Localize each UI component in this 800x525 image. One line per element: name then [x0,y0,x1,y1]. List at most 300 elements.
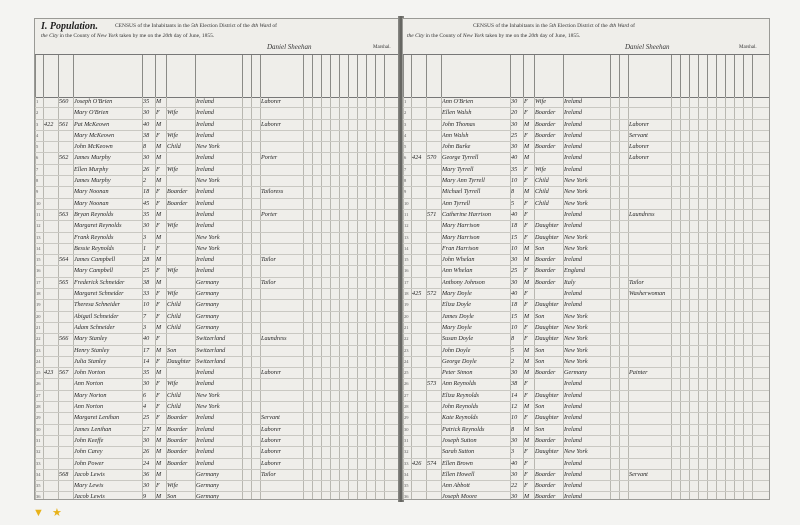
star-icon[interactable]: ★ [52,507,62,519]
cell-rule [330,289,331,299]
cell-rule [43,436,44,446]
cell-rule [752,108,753,118]
table-row [403,470,769,481]
cell-rule [411,210,412,220]
cell-rule [707,368,708,378]
table-row [403,176,769,187]
cell-n: 30 [36,426,41,432]
cell-rule [330,425,331,435]
cell-rule [330,334,331,344]
ward: 4th Ward [251,23,272,29]
cell-rule [698,165,699,175]
cell-name: Ann Reynolds [442,380,477,388]
cell-occ: Servant [629,131,648,139]
cell-rule [312,459,313,469]
cell-rel: Wife [167,482,178,490]
cell-rule [43,210,44,220]
cell-rule [384,221,385,231]
cell-rule [348,176,349,186]
cell-rule [610,289,611,299]
cell-rule [357,391,358,401]
cell-name: Mary Norton [74,391,107,399]
cell-rule [384,425,385,435]
cell-age: 30 [511,143,518,151]
cell-age: 30 [143,154,150,162]
cell-rule [734,470,735,480]
cell-rule [251,481,252,491]
cell-rule [752,131,753,141]
cell-rule [357,142,358,152]
cell-rule [303,289,304,299]
cell-rule [619,323,620,333]
cell-n: 19 [36,302,41,308]
cell-n: 31 [404,437,409,443]
cell-rule [384,131,385,141]
cell-rule [242,447,243,457]
cell-family: 564 [59,256,69,264]
cell-rule [357,425,358,435]
cell-rule [426,323,427,333]
cell-rule [680,334,681,344]
cell-rule [43,481,44,491]
cell-family: 567 [59,369,69,377]
cell-rule [384,357,385,367]
cell-rule [680,97,681,107]
cell-rel: Daughter [167,357,191,365]
cell-rule [43,413,44,423]
cell-rule [743,97,744,107]
cell-sex: M [524,346,530,354]
cell-rule [242,120,243,130]
cell-rule [619,210,620,220]
cell-rule [384,459,385,469]
district-number: 5th [549,23,557,29]
table-row [403,131,769,142]
cell-rule [743,470,744,480]
cell-n: 17 [36,279,41,285]
cell-rule [707,481,708,491]
cell-rule [260,108,261,118]
cell-rule [707,165,708,175]
cell-sex: M [156,256,162,264]
cell-rule [725,221,726,231]
cell-rule [411,357,412,367]
cell-rule [242,289,243,299]
column-header [35,54,401,98]
cell-rule [752,323,753,333]
column-rule [251,55,252,97]
cell-rule [330,391,331,401]
cell-rule [357,481,358,491]
cell-sex: F [156,131,160,139]
cell-rule [348,391,349,401]
cell-n: 15 [404,257,409,263]
cell-rule [698,346,699,356]
cell-rel: Wife [167,109,178,117]
cell-rule [251,221,252,231]
cell-age: 3 [143,323,147,331]
cell-rule [610,481,611,491]
cell-rule [619,255,620,265]
cell-rule [330,323,331,333]
arrow-down-icon[interactable]: ▼ [33,507,44,519]
cell-name: James Campbell [74,256,116,264]
cell-rule [321,413,322,423]
cell-rel: Daughter [535,323,559,331]
cell-rule [348,413,349,423]
cell-age: 45 [143,199,150,207]
cell-rule [58,187,59,197]
cell-age: 26 [143,448,150,456]
cell-n: 26 [404,381,409,387]
cell-rule [43,459,44,469]
cell-age: 35 [143,98,150,105]
cell-name: Mary Doyle [442,323,472,331]
cell-rule [260,244,261,254]
cell-rule [411,120,412,130]
cell-born: Ireland [196,98,214,105]
cell-rule [610,244,611,254]
cell-rule [312,368,313,378]
cell-name: Ellen Howell [442,470,475,478]
cell-rule [725,176,726,186]
cell-rule [707,142,708,152]
cell-rule [166,470,167,480]
table-row [403,97,769,108]
cell-rule [43,323,44,333]
cell-sex: F [156,244,160,252]
cell-rule [698,492,699,500]
cell-rule [610,255,611,265]
cell-rule [242,142,243,152]
cell-rule [619,131,620,141]
cell-rule [671,357,672,367]
cell-rule [321,108,322,118]
cell-rule [426,425,427,435]
day-text: day of June, 1855. [173,33,215,39]
table-row [35,447,401,458]
cell-rule [743,368,744,378]
cell-rule [680,447,681,457]
cell-rule [716,278,717,288]
cell-rule [251,402,252,412]
cell-rule [671,266,672,276]
cell-rel: Boarder [167,199,188,207]
column-rule [403,55,404,97]
cell-family: 563 [59,210,69,218]
cell-age: 25 [143,267,150,275]
cell-rule [725,368,726,378]
cell-name: Mary McKeown [74,131,115,139]
cell-rel: Daughter [535,448,559,456]
cell-rule [725,266,726,276]
cell-sex: M [524,120,530,128]
cell-rule [743,165,744,175]
cell-rule [384,312,385,322]
cell-rule [680,187,681,197]
cell-rule [743,120,744,130]
cell-occ: Tailor [261,256,276,264]
cell-rule [752,233,753,243]
cell-rule [671,153,672,163]
cell-rule [426,108,427,118]
cell-rule [303,300,304,310]
cell-rule [375,278,376,288]
cell-rule [743,187,744,197]
cell-rule [339,300,340,310]
cell-name: Ann Norton [74,380,104,388]
cell-rule [303,210,304,220]
cell-age: 12 [511,403,518,411]
cell-rule [303,368,304,378]
cell-name: Ellen Brown [442,459,473,467]
cell-born: Ireland [564,154,582,162]
cell-rule [348,300,349,310]
cell-rule [330,131,331,141]
cell-rule [242,436,243,446]
cell-rule [375,199,376,209]
table-row [35,413,401,424]
table-row [403,312,769,323]
cell-rule [698,199,699,209]
cell-rule [348,233,349,243]
cell-rule [321,187,322,197]
cell-rule [330,492,331,500]
cell-rule [348,334,349,344]
cell-rule [251,379,252,389]
cell-born: Ireland [564,470,582,478]
cell-rule [411,481,412,491]
cell-age: 20 [511,109,518,117]
cell-name: Mary Harrison [442,222,480,230]
cell-rule [321,447,322,457]
cell-rule [628,300,629,310]
table-row [35,120,401,131]
cell-rule [366,323,367,333]
cell-rule [242,300,243,310]
cell-rule [411,244,412,254]
cell-rule [375,187,376,197]
cell-rule [680,244,681,254]
cell-rule [689,391,690,401]
cell-rule [707,255,708,265]
cell-rule [426,244,427,254]
cell-rule [698,210,699,220]
cell-rule [725,244,726,254]
cell-rule [321,120,322,130]
cell-age: 38 [511,380,518,388]
cell-rule [716,108,717,118]
cell-rule [366,131,367,141]
cell-rule [166,153,167,163]
cell-rule [698,425,699,435]
cell-name: Kate Reynolds [442,414,478,422]
cell-rule [251,459,252,469]
cell-rule [698,379,699,389]
cell-rule [752,255,753,265]
cell-rule [752,492,753,500]
table-row [35,357,401,368]
cell-rule [312,357,313,367]
cell-rule [166,244,167,254]
cell-rule [260,492,261,500]
cell-rule [734,323,735,333]
cell-rule [357,323,358,333]
cell-born: Ireland [196,120,214,128]
table-row [403,334,769,345]
cell-born: Ireland [564,380,582,388]
cell-rule [303,266,304,276]
cell-rel: Boarder [535,120,556,128]
column-rule [725,55,726,97]
cell-rule [619,142,620,152]
cell-occ: Laundress [629,210,655,218]
cell-rule [260,379,261,389]
cell-rule [743,153,744,163]
cell-rel: Boarder [167,448,188,456]
cell-rule [671,278,672,288]
cell-age: 5 [511,199,515,207]
cell-rule [716,244,717,254]
cell-rule [534,210,535,220]
table-row [403,266,769,277]
cell-name: George Tyrrell [442,154,479,162]
cell-rule [411,402,412,412]
cell-rel: Child [535,177,549,185]
right-page [402,18,770,500]
cell-rule [628,244,629,254]
cell-rule [321,481,322,491]
cell-rule [743,108,744,118]
cell-rule [312,425,313,435]
cell-age: 30 [511,470,518,478]
table-row [35,221,401,232]
cell-name: Mary Stanley [74,335,108,343]
cell-rule [716,459,717,469]
cell-name: Margaret Reynolds [74,222,122,230]
cell-n: 29 [404,415,409,421]
cell-rule [610,459,611,469]
cell-rule [384,266,385,276]
cell-rule [58,379,59,389]
cell-rule [375,368,376,378]
cell-rule [366,447,367,457]
cell-rule [752,142,753,152]
cell-age: 3 [143,233,147,241]
cell-born: Ireland [564,414,582,422]
table-row [403,153,769,164]
election-text: Election District of the [199,23,250,29]
cell-rule [260,481,261,491]
cell-rule [426,357,427,367]
cell-sex: F [524,448,528,456]
cell-rule [426,142,427,152]
cell-rule [375,481,376,491]
cell-name: Julia Stanley [74,357,107,365]
cell-n: 24 [36,358,41,364]
cell-rule [375,300,376,310]
cell-rule [734,413,735,423]
cell-rule [752,346,753,356]
cell-n: 13 [36,234,41,240]
cell-rule [707,334,708,344]
cell-rule [707,108,708,118]
cell-rule [312,210,313,220]
cell-rule [743,357,744,367]
cell-rule [716,266,717,276]
column-rule [155,55,156,97]
cell-rule [671,481,672,491]
cell-rule [725,255,726,265]
cell-rule [321,233,322,243]
cell-rule [671,131,672,141]
cell-age: 24 [143,459,150,467]
table-row [403,289,769,300]
cell-rule [752,97,753,107]
table-row [403,278,769,289]
cell-age: 8 [511,335,515,343]
cell-rule [610,153,611,163]
cell-age: 30 [511,98,518,105]
cell-rule [734,255,735,265]
cell-rule [610,368,611,378]
cell-rule [610,278,611,288]
cell-rule [312,221,313,231]
cell-rule [680,142,681,152]
cell-rule [716,131,717,141]
cell-rule [321,470,322,480]
column-rule [73,55,74,97]
cell-rule [312,120,313,130]
cell-rule [251,120,252,130]
cell-rule [619,233,620,243]
cell-rule [619,368,620,378]
cell-rule [366,346,367,356]
cell-name: Ann Norton [74,403,104,411]
cell-rule [384,334,385,344]
cell-n: 3 [404,121,407,127]
cell-rule [619,165,620,175]
table-row [403,244,769,255]
table-row [35,425,401,436]
cell-rule [734,346,735,356]
cell-rule [242,266,243,276]
cell-rule [698,244,699,254]
enumerated-text: taken by me on the [485,33,528,39]
cell-n: 12 [404,223,409,229]
cell-rule [384,187,385,197]
cell-rel: Boarder [167,436,188,444]
cell-rule [610,402,611,412]
cell-rule [426,334,427,344]
cell-rule [366,459,367,469]
cell-rule [366,289,367,299]
cell-occ: Porter [261,154,278,162]
cell-rule [628,492,629,500]
cell-rule [366,470,367,480]
cell-name: Theresa Schneider [74,301,120,309]
cell-n: 19 [404,302,409,308]
cell-born: Ireland [196,425,214,433]
cell-rule [330,165,331,175]
cell-rule [303,447,304,457]
cell-rule [689,278,690,288]
cell-rule [426,97,427,107]
marshal-signature: Daniel Sheehan [267,43,312,51]
cell-rule [321,244,322,254]
cell-rule [671,244,672,254]
cell-rule [384,278,385,288]
